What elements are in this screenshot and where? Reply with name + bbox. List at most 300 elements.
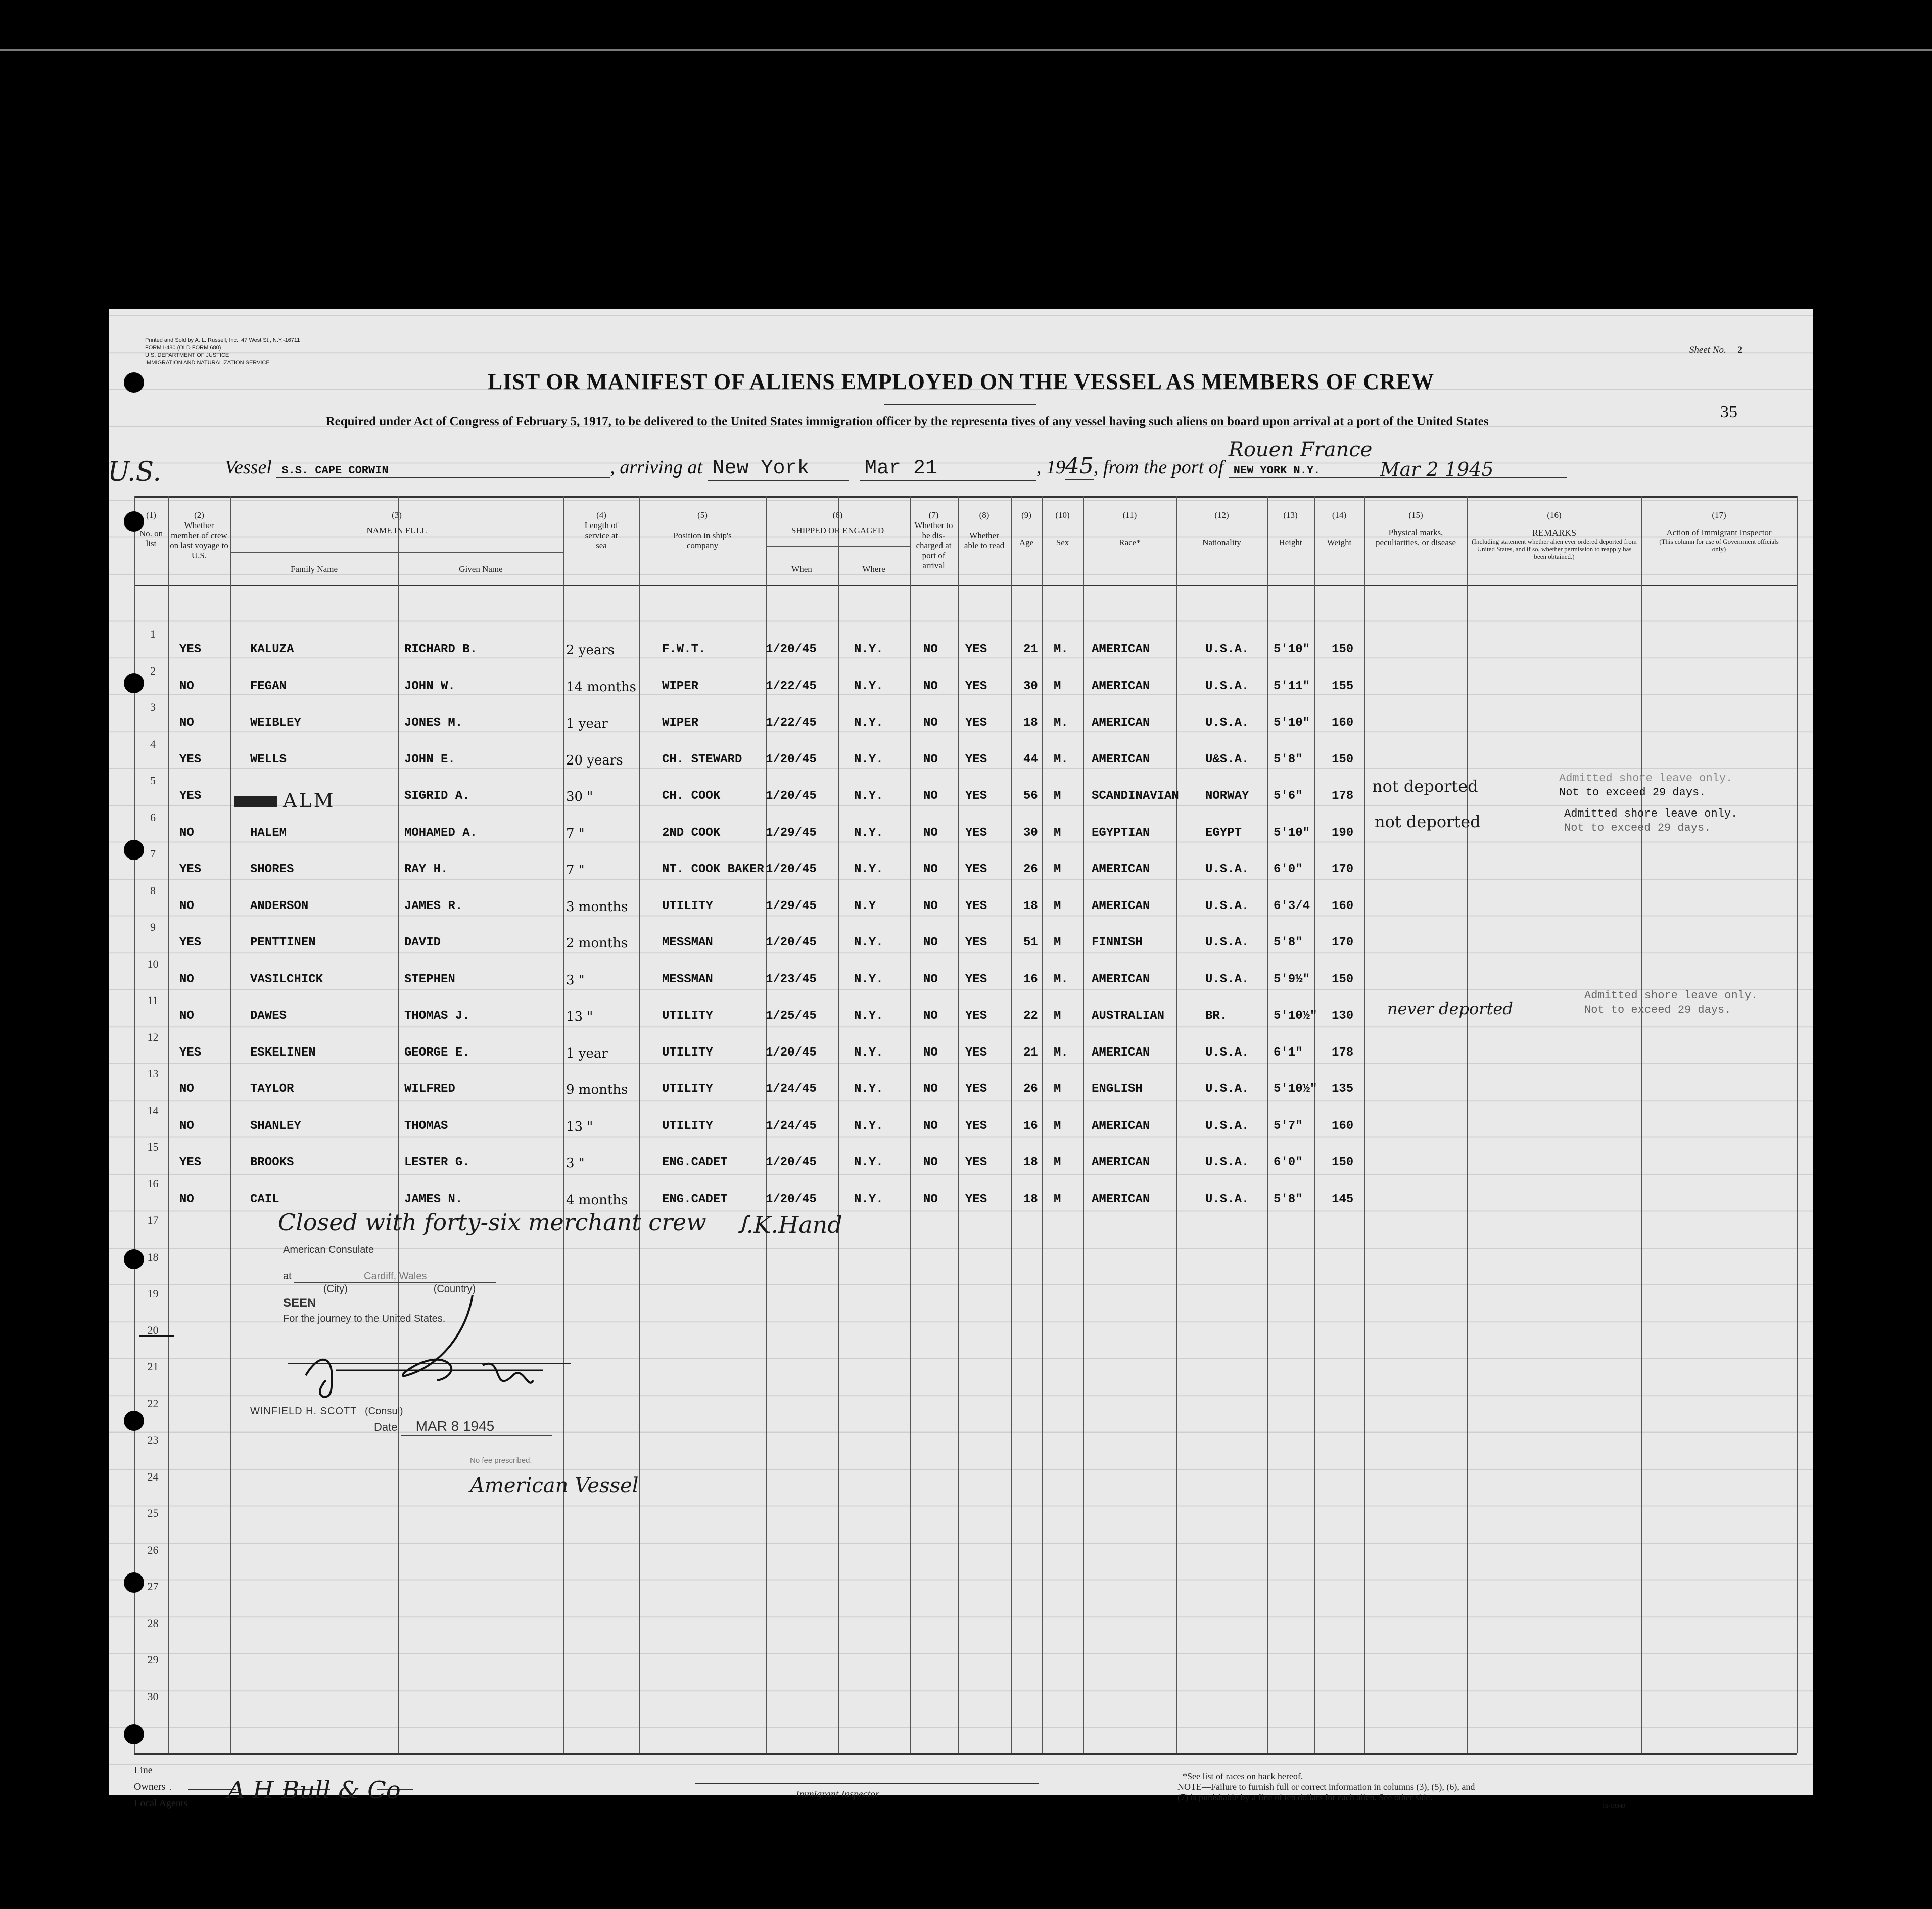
row-number: 4 xyxy=(150,738,156,750)
family-name-cell: SHANLEY xyxy=(250,1119,301,1133)
row-number: 6 xyxy=(150,811,156,824)
sex-cell: M. xyxy=(1054,1046,1068,1060)
age-cell: 51 xyxy=(1023,936,1038,949)
last-voyage-cell: NO xyxy=(179,1082,194,1096)
column-divider xyxy=(1797,496,1798,1753)
sheet-label: Sheet No. xyxy=(1689,345,1726,355)
discharged-cell: NO xyxy=(923,753,938,767)
family-name-cell: CAIL xyxy=(250,1192,279,1206)
column-divider xyxy=(958,496,959,1753)
age-cell: 26 xyxy=(1023,863,1038,876)
row-number: 22 xyxy=(147,1397,159,1410)
remark-line: Admitted shore leave only. xyxy=(1559,772,1733,785)
header-col17-num: (17) xyxy=(1712,510,1726,520)
discharged-cell: NO xyxy=(923,716,938,730)
footer-agents-label: Local Agents xyxy=(134,1798,188,1809)
weight-cell: 150 xyxy=(1332,753,1354,767)
nationality-cell: U&S.A. xyxy=(1205,753,1249,767)
nationality-cell: BR. xyxy=(1205,1009,1228,1023)
row-number: 24 xyxy=(147,1470,159,1483)
stamp-journey: For the journey to the United States. xyxy=(283,1313,446,1324)
header-col7 xyxy=(910,510,958,571)
header-col9-label: Age xyxy=(1019,538,1034,547)
stamp-at: at xyxy=(283,1271,292,1282)
remark-row5 xyxy=(1559,772,1732,800)
position-cell: UTILITY xyxy=(662,1046,713,1060)
height-cell: 5'10" xyxy=(1274,643,1310,656)
weight-cell: 160 xyxy=(1332,716,1354,730)
header-col9 xyxy=(1011,510,1042,548)
age-cell: 21 xyxy=(1023,1046,1038,1060)
header-col8-num: (8) xyxy=(979,510,989,520)
department-line: U.S. DEPARTMENT OF JUSTICE xyxy=(145,352,229,358)
nationality-cell: U.S.A. xyxy=(1205,899,1249,913)
nationality-cell: U.S.A. xyxy=(1205,1192,1249,1206)
header-col9-num: (9) xyxy=(1021,510,1031,520)
stamp-consulate: American Consulate xyxy=(283,1244,374,1255)
race-cell: AMERICAN xyxy=(1092,1046,1150,1060)
given-name-cell: JOHN W. xyxy=(404,680,455,693)
from-port-handwritten: Rouen France xyxy=(1228,438,1373,461)
row-number: 21 xyxy=(147,1360,159,1373)
remark-line: Not to exceed 29 days. xyxy=(1564,822,1711,834)
row-number: 7 xyxy=(150,847,156,860)
header-col4-num: (4) xyxy=(596,510,606,520)
given-name-cell: JONES M. xyxy=(404,716,463,730)
weight-cell: 160 xyxy=(1332,899,1354,913)
given-name-cell: DAVID xyxy=(404,936,441,949)
shipped-when-cell: 1/23/45 xyxy=(766,973,817,986)
service-line: IMMIGRATION AND NATURALIZATION SERVICE xyxy=(145,360,270,366)
punch-hole xyxy=(124,1249,144,1269)
family-name-cell: WELLS xyxy=(250,753,287,767)
consul-label: (Consul) xyxy=(365,1406,403,1417)
height-cell: 6'1" xyxy=(1274,1046,1303,1060)
weight-cell: 190 xyxy=(1332,826,1354,840)
last-voyage-cell: YES xyxy=(179,789,202,803)
shipped-when-cell: 1/20/45 xyxy=(766,863,817,876)
age-cell: 22 xyxy=(1023,1009,1038,1023)
stamp-city: (City) xyxy=(323,1283,348,1295)
position-cell: ENG.CADET xyxy=(662,1192,728,1206)
family-name-cell: ESKELINEN xyxy=(250,1046,316,1060)
column-divider xyxy=(639,496,640,1753)
row-number: 30 xyxy=(147,1690,159,1703)
row-number: 14 xyxy=(147,1104,159,1117)
row-number: 20 xyxy=(147,1324,159,1337)
sex-cell: M xyxy=(1054,789,1061,803)
header-col13 xyxy=(1267,510,1314,548)
stamp-city-value: Cardiff, Wales xyxy=(294,1271,496,1283)
header-col7-label: Whether to be dis-charged at port of arrival xyxy=(914,520,953,570)
shipped-where-cell: N.Y. xyxy=(854,1046,883,1060)
able-to-read-cell: YES xyxy=(965,826,987,840)
family-name-cell: KALUZA xyxy=(250,643,294,656)
race-cell: FINNISH xyxy=(1092,936,1143,949)
header-col2-label: Whether member of crew on last voyage to U.S. xyxy=(170,520,228,560)
race-cell: AMERICAN xyxy=(1092,1119,1150,1133)
title-rule xyxy=(884,404,1036,405)
service-length-cell: 13 " xyxy=(566,1009,593,1024)
shipped-where-cell: N.Y. xyxy=(854,716,883,730)
height-cell: 5'7" xyxy=(1274,1119,1303,1133)
race-cell: AMERICAN xyxy=(1092,863,1150,876)
shipped-where-cell: N.Y. xyxy=(854,643,883,656)
race-cell: ENGLISH xyxy=(1092,1082,1143,1096)
sheet-value: 2 xyxy=(1737,345,1742,355)
form-code: 16-19349 xyxy=(1602,1802,1625,1809)
header-col7-num: (7) xyxy=(928,510,939,520)
shipped-where-cell: N.Y. xyxy=(854,826,883,840)
race-cell: SCANDINAVIAN xyxy=(1092,789,1179,803)
family-name-cell: BROOKS xyxy=(250,1156,294,1169)
header-col5 xyxy=(639,510,766,551)
row-number: 2 xyxy=(150,664,156,677)
from-label: , from the port of xyxy=(1094,457,1224,478)
position-cell: UTILITY xyxy=(662,1082,713,1096)
able-to-read-cell: YES xyxy=(965,680,987,693)
header-col6-num: (6) xyxy=(832,510,843,520)
height-cell: 5'9½" xyxy=(1274,973,1310,986)
column-divider xyxy=(1011,496,1012,1753)
form-number: FORM I-480 (OLD FORM 680) xyxy=(145,345,221,351)
sex-cell: M xyxy=(1054,1082,1061,1096)
age-cell: 30 xyxy=(1023,680,1038,693)
manifest-sheet xyxy=(108,309,1813,1809)
header-col13-num: (13) xyxy=(1283,510,1298,520)
able-to-read-cell: YES xyxy=(965,1046,987,1060)
family-name-cell: ANDERSON xyxy=(250,899,309,913)
from-date-handwritten: Mar 2 1945 xyxy=(1380,458,1494,481)
race-cell: AMERICAN xyxy=(1092,753,1150,767)
not-deported-note: not deported xyxy=(1372,777,1478,796)
discharged-cell: NO xyxy=(923,1046,938,1060)
row-number: 16 xyxy=(147,1177,159,1190)
given-name-cell: JAMES R. xyxy=(404,899,463,913)
punch-hole xyxy=(124,840,144,860)
sex-cell: M. xyxy=(1054,753,1068,767)
position-cell: UTILITY xyxy=(662,1119,713,1133)
race-cell: AMERICAN xyxy=(1092,899,1150,913)
nationality-cell: U.S.A. xyxy=(1205,973,1249,986)
header-col12 xyxy=(1176,510,1267,548)
column-divider xyxy=(230,496,231,1753)
remark-line: Not to exceed 29 days. xyxy=(1584,1004,1731,1016)
column-divider xyxy=(1042,496,1043,1753)
header-col14-label: Weight xyxy=(1327,538,1352,547)
row-number: 9 xyxy=(150,921,156,933)
header-col12-label: Nationality xyxy=(1202,538,1241,547)
shipped-when-cell: 1/20/45 xyxy=(766,1156,817,1169)
header-col11-label: Race* xyxy=(1119,538,1141,547)
shipped-when-cell: 1/24/45 xyxy=(766,1082,817,1096)
height-cell: 5'6" xyxy=(1274,789,1303,803)
remark-row11 xyxy=(1584,989,1758,1017)
nationality-cell: U.S.A. xyxy=(1205,680,1249,693)
service-length-cell: 20 years xyxy=(566,753,623,768)
stamp-date-block xyxy=(374,1418,552,1436)
nationality-cell: U.S.A. xyxy=(1205,1082,1249,1096)
given-name-cell: THOMAS xyxy=(404,1119,448,1133)
shipped-where-cell: N.Y. xyxy=(854,936,883,949)
row-number: 23 xyxy=(147,1434,159,1446)
nationality-cell: U.S.A. xyxy=(1205,643,1249,656)
given-name-cell: RICHARD B. xyxy=(404,643,478,656)
header-col5-label: Position in ship's company xyxy=(673,531,732,550)
age-cell: 18 xyxy=(1023,899,1038,913)
race-cell: AUSTRALIAN xyxy=(1092,1009,1165,1023)
height-cell: 5'10½" xyxy=(1274,1082,1317,1096)
header-col16-num: (16) xyxy=(1547,510,1562,520)
arriving-date: Mar 21 xyxy=(860,457,1036,481)
given-name-cell: JOHN E. xyxy=(404,753,455,767)
column-divider xyxy=(1467,496,1468,1753)
header-col16-label: REMARKS xyxy=(1532,528,1577,538)
column-divider xyxy=(910,496,911,1753)
alm-handwritten: ALM xyxy=(283,789,336,812)
consul-name: WINFIELD H. SCOTT xyxy=(250,1406,357,1417)
sex-cell: M. xyxy=(1054,973,1068,986)
service-length-cell: 7 " xyxy=(566,826,585,841)
service-length-cell: 14 months xyxy=(566,680,636,695)
sex-cell: M xyxy=(1054,826,1061,840)
given-name-cell: SIGRID A. xyxy=(404,789,470,803)
height-cell: 5'10" xyxy=(1274,826,1310,840)
row-number: 28 xyxy=(147,1617,159,1630)
row-number: 17 xyxy=(147,1214,159,1226)
remark-row6 xyxy=(1564,807,1737,835)
punch-hole xyxy=(124,1411,144,1431)
given-name-cell: GEORGE E. xyxy=(404,1046,470,1060)
weight-cell: 178 xyxy=(1332,789,1354,803)
closed-note: Closed with forty-six merchant crew xyxy=(278,1209,706,1236)
age-cell: 21 xyxy=(1023,643,1038,656)
nationality-cell: U.S.A. xyxy=(1205,1156,1249,1169)
height-cell: 5'8" xyxy=(1274,936,1303,949)
header-col1-label: No. on list xyxy=(139,529,163,548)
header-where: Where xyxy=(862,564,885,574)
weight-cell: 160 xyxy=(1332,1119,1354,1133)
header-col3 xyxy=(230,510,563,536)
family-name-cell: TAYLOR xyxy=(250,1082,294,1096)
header-col15-label: Physical marks, peculiarities, or disease xyxy=(1375,528,1456,547)
nationality-cell: EGYPT xyxy=(1205,826,1242,840)
shipped-where-cell: N.Y xyxy=(854,899,876,913)
position-cell: 2ND COOK xyxy=(662,826,721,840)
service-length-cell: 3 " xyxy=(566,973,585,988)
given-name-cell: THOMAS J. xyxy=(404,1009,470,1023)
margin-note: U.S. xyxy=(108,457,161,487)
remark-line: Not to exceed 29 days. xyxy=(1559,786,1706,799)
service-length-cell: 1 year xyxy=(566,716,608,731)
last-voyage-cell: NO xyxy=(179,899,194,913)
shipped-where-cell: N.Y. xyxy=(854,1156,883,1169)
inspector-label: Immigrant Inspector xyxy=(796,1789,879,1800)
sex-cell: M xyxy=(1054,1192,1061,1206)
stamp-date: MAR 8 1945 xyxy=(401,1418,552,1436)
service-length-cell: 4 months xyxy=(566,1192,628,1208)
able-to-read-cell: YES xyxy=(965,899,987,913)
nationality-cell: NORWAY xyxy=(1205,789,1249,803)
header-col2-num: (2) xyxy=(194,510,204,520)
last-voyage-cell: YES xyxy=(179,753,202,767)
age-cell: 18 xyxy=(1023,1156,1038,1169)
column-divider xyxy=(1364,496,1365,1753)
able-to-read-cell: YES xyxy=(965,1082,987,1096)
shipped-where-cell: N.Y. xyxy=(854,1192,883,1206)
column-divider xyxy=(398,496,399,1753)
discharged-cell: NO xyxy=(923,1082,938,1096)
stamp-country: (Country) xyxy=(433,1283,476,1295)
sex-cell: M xyxy=(1054,1119,1061,1133)
header-col14 xyxy=(1314,510,1364,548)
sex-cell: M xyxy=(1054,1009,1061,1023)
height-cell: 5'8" xyxy=(1274,753,1303,767)
stamp-location xyxy=(283,1271,496,1283)
able-to-read-cell: YES xyxy=(965,753,987,767)
footer-line xyxy=(134,1764,420,1776)
header-col13-label: Height xyxy=(1279,538,1302,547)
family-name-cell: HALEM xyxy=(250,826,287,840)
service-length-cell: 1 year xyxy=(566,1046,608,1061)
position-cell: UTILITY xyxy=(662,1009,713,1023)
race-cell: AMERICAN xyxy=(1092,1156,1150,1169)
family-name-cell: VASILCHICK xyxy=(250,973,323,986)
header-col10-num: (10) xyxy=(1055,510,1070,520)
position-cell: F.W.T. xyxy=(662,643,706,656)
last-voyage-cell: NO xyxy=(179,1009,194,1023)
nationality-cell: U.S.A. xyxy=(1205,936,1249,949)
footer-notes xyxy=(1177,1771,1475,1803)
nationality-cell: U.S.A. xyxy=(1205,863,1249,876)
family-name-cell: WEIBLEY xyxy=(250,716,301,730)
age-cell: 16 xyxy=(1023,1119,1038,1133)
able-to-read-cell: YES xyxy=(965,1156,987,1169)
header-col17-label: Action of Immigrant Inspector xyxy=(1666,528,1772,537)
printer-info xyxy=(145,337,300,367)
row-number: 26 xyxy=(147,1544,159,1556)
no-fee-note: No fee prescribed. xyxy=(470,1456,532,1465)
shipped-when-cell: 1/22/45 xyxy=(766,716,817,730)
discharged-cell: NO xyxy=(923,826,938,840)
margin-dash xyxy=(139,1335,174,1337)
last-voyage-cell: NO xyxy=(179,1192,194,1206)
remark-line: Admitted shore leave only. xyxy=(1564,807,1738,820)
weight-cell: 135 xyxy=(1332,1082,1354,1096)
position-cell: MESSMAN xyxy=(662,936,713,949)
stamp-seen: SEEN xyxy=(283,1296,316,1310)
sex-cell: M xyxy=(1054,1156,1061,1169)
discharged-cell: NO xyxy=(923,973,938,986)
row-number: 12 xyxy=(147,1031,159,1043)
row-number: 10 xyxy=(147,958,159,970)
nationality-cell: U.S.A. xyxy=(1205,1119,1249,1133)
header-col16-note: (Including statement whether alien ever ordered deported from United States, and if so, whether permission to reapply has been obtained.) xyxy=(1472,538,1637,560)
footer-line-label: Line xyxy=(134,1764,153,1776)
consul-signature xyxy=(291,1290,563,1406)
given-name-cell: WILFRED xyxy=(404,1082,455,1096)
header-col17-note: (This column for use of Government officials only) xyxy=(1659,538,1779,553)
scan-border-line xyxy=(0,0,1932,51)
weight-cell: 150 xyxy=(1332,973,1354,986)
discharged-cell: NO xyxy=(923,680,938,693)
sex-cell: M xyxy=(1054,863,1061,876)
header-divider xyxy=(134,585,1797,586)
last-voyage-cell: NO xyxy=(179,973,194,986)
service-length-cell: 2 years xyxy=(566,643,615,658)
discharged-cell: NO xyxy=(923,863,938,876)
shipped-when-cell: 1/20/45 xyxy=(766,936,817,949)
given-name-cell: MOHAMED A. xyxy=(404,826,478,840)
shipped-when-cell: 1/20/45 xyxy=(766,1192,817,1206)
column-divider xyxy=(1176,496,1177,1753)
discharged-cell: NO xyxy=(923,1192,938,1206)
position-cell: NT. COOK BAKER xyxy=(662,863,764,876)
sex-cell: M. xyxy=(1054,643,1068,656)
shipped-when-cell: 1/29/45 xyxy=(766,899,817,913)
race-cell: AMERICAN xyxy=(1092,1192,1150,1206)
owners-handwritten: A H Bull & Co xyxy=(227,1776,401,1804)
from-port xyxy=(1228,438,1567,481)
header-col10-label: Sex xyxy=(1056,538,1069,547)
shipped-when-cell: 1/20/45 xyxy=(766,1046,817,1060)
last-voyage-cell: NO xyxy=(179,826,194,840)
header-col14-num: (14) xyxy=(1332,510,1347,520)
header-col12-num: (12) xyxy=(1214,510,1229,520)
able-to-read-cell: YES xyxy=(965,1192,987,1206)
last-voyage-cell: NO xyxy=(179,716,194,730)
column-divider xyxy=(168,496,169,1753)
row-number: 3 xyxy=(150,701,156,713)
given-name-cell: JAMES N. xyxy=(404,1192,463,1206)
header-col10 xyxy=(1042,510,1083,548)
able-to-read-cell: YES xyxy=(965,1119,987,1133)
shipped-where-cell: N.Y. xyxy=(854,789,883,803)
shipped-where-cell: N.Y. xyxy=(854,973,883,986)
able-to-read-cell: YES xyxy=(965,643,987,656)
header-col5-num: (5) xyxy=(697,510,708,520)
shipped-when-cell: 1/20/45 xyxy=(766,753,817,767)
fine-note: (7) is punishable by a fine of ten dollars for each alien. See other side. xyxy=(1177,1792,1432,1802)
header-col2 xyxy=(169,510,229,561)
last-voyage-cell: YES xyxy=(179,863,202,876)
printer-line: Printed and Sold by A. L. Russell, Inc., 47 West St., N.Y.-16711 xyxy=(145,337,300,343)
arriving-port: New York xyxy=(708,457,849,481)
weight-cell: 170 xyxy=(1332,863,1354,876)
vessel-name: S.S. CAPE CORWIN xyxy=(276,464,610,478)
weight-cell: 150 xyxy=(1332,1156,1354,1169)
punch-hole xyxy=(124,1572,144,1593)
height-cell: 6'0" xyxy=(1274,863,1303,876)
nationality-cell: U.S.A. xyxy=(1205,1046,1249,1060)
service-length-cell: 13 " xyxy=(566,1119,593,1134)
shipped-where-cell: N.Y. xyxy=(854,1009,883,1023)
service-length-cell: 3 " xyxy=(566,1156,585,1171)
age-cell: 44 xyxy=(1023,753,1038,767)
weight-cell: 170 xyxy=(1332,936,1354,949)
arriving-label: , arriving at xyxy=(610,457,702,478)
footer-owners-label: Owners xyxy=(134,1781,166,1792)
height-cell: 5'10" xyxy=(1274,716,1310,730)
row-number: 13 xyxy=(147,1067,159,1080)
header-col8-label: Whether able to read xyxy=(964,531,1005,550)
discharged-cell: NO xyxy=(923,936,938,949)
race-cell: AMERICAN xyxy=(1092,643,1150,656)
last-voyage-cell: NO xyxy=(179,1119,194,1133)
position-cell: CH. STEWARD xyxy=(662,753,742,767)
page-number: 35 xyxy=(1720,403,1737,421)
header-col11 xyxy=(1083,510,1176,548)
